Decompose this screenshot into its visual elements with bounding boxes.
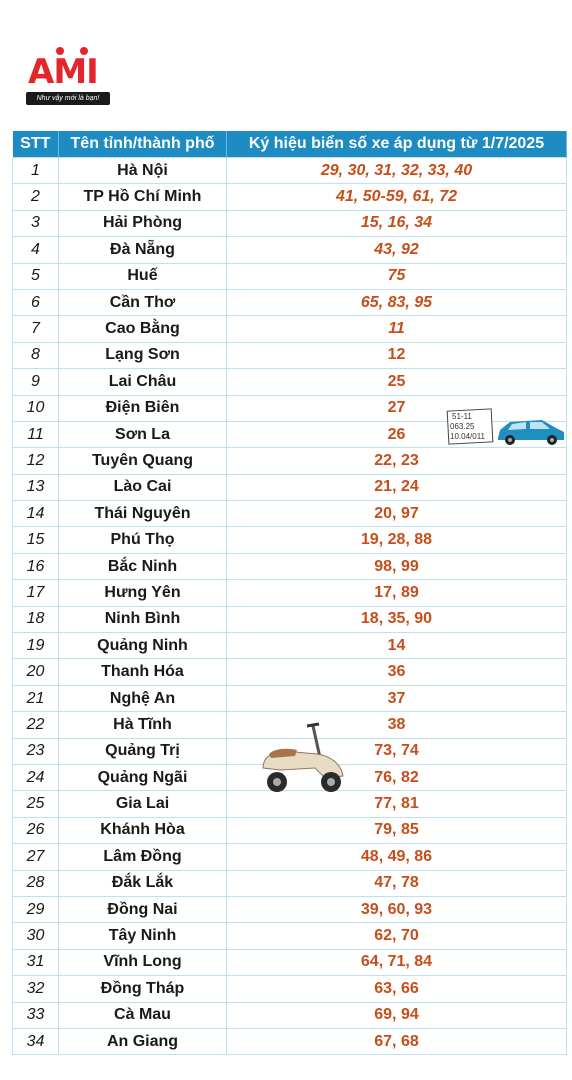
- row-plate-code: 63, 66: [227, 976, 567, 1002]
- row-province: Cần Thơ: [59, 289, 227, 315]
- row-province: Sơn La: [59, 421, 227, 447]
- table-row: [13, 685, 567, 711]
- row-province: Lào Cai: [59, 474, 227, 500]
- row-province: Hà Tĩnh: [59, 712, 227, 738]
- table-row: [13, 527, 567, 553]
- row-province: Tây Ninh: [59, 923, 227, 949]
- row-plate-code: 15, 16, 34: [227, 210, 567, 236]
- row-province: Cao Bằng: [59, 316, 227, 342]
- row-plate-code: 29, 30, 31, 32, 33, 40: [227, 158, 567, 184]
- row-plate-code: 79, 85: [227, 817, 567, 843]
- table-row: [13, 342, 567, 368]
- table-header-row: [13, 131, 567, 158]
- row-stt: 3: [13, 210, 59, 236]
- row-stt: 23: [13, 738, 59, 764]
- row-stt: 17: [13, 580, 59, 606]
- row-province: Cà Mau: [59, 1002, 227, 1028]
- row-plate-code: 38: [227, 712, 567, 738]
- row-stt: 2: [13, 184, 59, 210]
- row-province: Hà Nội: [59, 158, 227, 184]
- table-row: [13, 896, 567, 922]
- row-stt: 20: [13, 659, 59, 685]
- row-stt: 24: [13, 764, 59, 790]
- row-stt: 32: [13, 976, 59, 1002]
- header-plate-code: Ký hiệu biển số xe áp dụng từ 1/7/2025: [227, 131, 567, 158]
- row-plate-code: 12: [227, 342, 567, 368]
- row-stt: 27: [13, 844, 59, 870]
- table-row: [13, 606, 567, 632]
- ami-logo: [26, 44, 112, 108]
- row-plate-code: 41, 50-59, 61, 72: [227, 184, 567, 210]
- row-province: Hải Phòng: [59, 210, 227, 236]
- row-stt: 30: [13, 923, 59, 949]
- header-province: Tên tỉnh/thành phố: [59, 131, 227, 158]
- row-plate-code: 98, 99: [227, 553, 567, 579]
- row-plate-code: 48, 49, 86: [227, 844, 567, 870]
- row-stt: 9: [13, 369, 59, 395]
- row-province: Huế: [59, 263, 227, 289]
- row-stt: 13: [13, 474, 59, 500]
- row-plate-code: 14: [227, 633, 567, 659]
- table-row: [13, 369, 567, 395]
- row-province: Đồng Tháp: [59, 976, 227, 1002]
- row-stt: 31: [13, 949, 59, 975]
- table-row: [13, 844, 567, 870]
- row-plate-code: 25: [227, 369, 567, 395]
- row-plate-code: 37: [227, 685, 567, 711]
- license-plate-table: [12, 131, 567, 1055]
- row-stt: 5: [13, 263, 59, 289]
- row-plate-code: 11: [227, 316, 567, 342]
- row-province: Đắk Lắk: [59, 870, 227, 896]
- row-province: Quảng Trị: [59, 738, 227, 764]
- row-stt: 33: [13, 1002, 59, 1028]
- row-province: Tuyên Quang: [59, 448, 227, 474]
- row-province: TP Hồ Chí Minh: [59, 184, 227, 210]
- logo-wordmark: AMI: [28, 52, 98, 92]
- row-stt: 6: [13, 289, 59, 315]
- row-plate-code: 77, 81: [227, 791, 567, 817]
- row-province: Điện Biên: [59, 395, 227, 421]
- row-plate-code: 36: [227, 659, 567, 685]
- row-province: Ninh Bình: [59, 606, 227, 632]
- logo-tagline: Như vậy mới là bạn!: [26, 92, 110, 105]
- table-row: [13, 501, 567, 527]
- row-plate-code: 19, 28, 88: [227, 527, 567, 553]
- row-stt: 11: [13, 421, 59, 447]
- row-stt: 7: [13, 316, 59, 342]
- row-plate-code: 27: [227, 395, 567, 421]
- table-row: [13, 976, 567, 1002]
- table-row: [13, 659, 567, 685]
- plate-line-1: 51-11: [452, 412, 472, 421]
- scooter-icon: [255, 718, 349, 796]
- row-plate-code: 69, 94: [227, 1002, 567, 1028]
- car-with-plate-illustration: [446, 408, 566, 448]
- table-row: [13, 210, 567, 236]
- row-stt: 1: [13, 158, 59, 184]
- row-province: An Giang: [59, 1028, 227, 1054]
- table-row: [13, 817, 567, 843]
- table-row: [13, 949, 567, 975]
- row-plate-code: 21, 24: [227, 474, 567, 500]
- row-stt: 4: [13, 237, 59, 263]
- row-plate-code: 22, 23: [227, 448, 567, 474]
- row-province: Thái Nguyên: [59, 501, 227, 527]
- row-stt: 19: [13, 633, 59, 659]
- row-plate-code: 17, 89: [227, 580, 567, 606]
- row-stt: 18: [13, 606, 59, 632]
- license-plate-icon: [447, 409, 493, 444]
- plate-line-2: 063.25: [450, 422, 475, 431]
- table-row: [13, 474, 567, 500]
- table-row: [13, 184, 567, 210]
- row-plate-code: 64, 71, 84: [227, 949, 567, 975]
- row-province: Bắc Ninh: [59, 553, 227, 579]
- row-plate-code: 62, 70: [227, 923, 567, 949]
- table-row: [13, 870, 567, 896]
- row-province: Đồng Nai: [59, 896, 227, 922]
- row-stt: 25: [13, 791, 59, 817]
- row-plate-code: 65, 83, 95: [227, 289, 567, 315]
- row-stt: 26: [13, 817, 59, 843]
- row-stt: 34: [13, 1028, 59, 1054]
- row-plate-code: 43, 92: [227, 237, 567, 263]
- row-stt: 28: [13, 870, 59, 896]
- plate-line-3: 10.04/011: [450, 432, 485, 441]
- row-plate-code: 76, 82: [227, 764, 567, 790]
- row-stt: 22: [13, 712, 59, 738]
- row-province: Thanh Hóa: [59, 659, 227, 685]
- row-plate-code: 39, 60, 93: [227, 896, 567, 922]
- table-row: [13, 1002, 567, 1028]
- row-province: Gia Lai: [59, 791, 227, 817]
- row-plate-code: 75: [227, 263, 567, 289]
- row-stt: 10: [13, 395, 59, 421]
- row-province: Lai Châu: [59, 369, 227, 395]
- row-stt: 21: [13, 685, 59, 711]
- row-stt: 8: [13, 342, 59, 368]
- table-row: [13, 448, 567, 474]
- row-province: Phú Thọ: [59, 527, 227, 553]
- table-row: [13, 923, 567, 949]
- table-row: [13, 553, 567, 579]
- table-row: [13, 289, 567, 315]
- header-stt: STT: [13, 131, 59, 158]
- row-stt: 16: [13, 553, 59, 579]
- table-row: [13, 158, 567, 184]
- row-province: Đà Nẵng: [59, 237, 227, 263]
- row-plate-code: 18, 35, 90: [227, 606, 567, 632]
- row-province: Khánh Hòa: [59, 817, 227, 843]
- row-stt: 12: [13, 448, 59, 474]
- row-plate-code: 73, 74: [227, 738, 567, 764]
- row-stt: 29: [13, 896, 59, 922]
- row-province: Quảng Ngãi: [59, 764, 227, 790]
- table-row: [13, 1028, 567, 1054]
- car-icon: [498, 420, 564, 445]
- row-plate-code: 20, 97: [227, 501, 567, 527]
- table-row: [13, 580, 567, 606]
- row-stt: 15: [13, 527, 59, 553]
- row-province: Quảng Ninh: [59, 633, 227, 659]
- row-plate-code: 47, 78: [227, 870, 567, 896]
- row-plate-code: 26: [227, 421, 567, 447]
- table-row: [13, 316, 567, 342]
- row-province: Hưng Yên: [59, 580, 227, 606]
- table-body: [13, 158, 567, 1055]
- table-row: [13, 263, 567, 289]
- row-province: Lạng Sơn: [59, 342, 227, 368]
- row-province: Vĩnh Long: [59, 949, 227, 975]
- row-province: Nghệ An: [59, 685, 227, 711]
- row-stt: 14: [13, 501, 59, 527]
- row-plate-code: 67, 68: [227, 1028, 567, 1054]
- table-row: [13, 237, 567, 263]
- row-province: Lâm Đồng: [59, 844, 227, 870]
- table-row: [13, 633, 567, 659]
